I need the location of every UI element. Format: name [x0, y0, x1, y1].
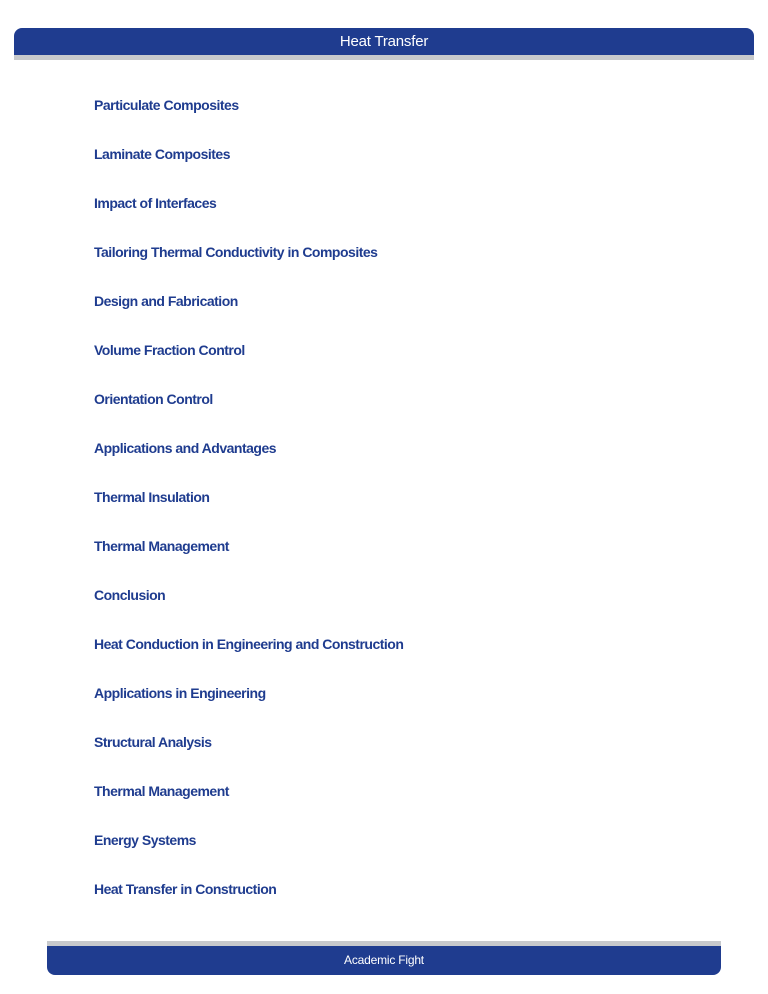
toc-item-structural-analysis[interactable]: Structural Analysis — [94, 734, 212, 750]
toc-item-conclusion[interactable]: Conclusion — [94, 587, 166, 603]
toc-item-thermal-management[interactable]: Thermal Management — [94, 538, 229, 554]
toc-item-heat-transfer-in-construction[interactable]: Heat Transfer in Construction — [94, 881, 277, 897]
toc-item-volume-fraction-control[interactable]: Volume Fraction Control — [94, 342, 245, 358]
table-of-contents — [94, 92, 403, 925]
toc-item-applications-in-engineering[interactable]: Applications in Engineering — [94, 685, 266, 701]
page-footer — [47, 941, 721, 975]
toc-item-design-and-fabrication[interactable]: Design and Fabrication — [94, 293, 238, 309]
toc-item-heat-conduction-engineering-construction[interactable]: Heat Conduction in Engineering and Construction — [94, 636, 404, 652]
toc-item-impact-of-interfaces[interactable]: Impact of Interfaces — [94, 195, 217, 211]
toc-item-particulate-composites[interactable]: Particulate Composites — [94, 97, 239, 113]
toc-item-energy-systems[interactable]: Energy Systems — [94, 832, 196, 848]
header-title: Heat Transfer — [14, 28, 754, 55]
toc-item-orientation-control[interactable]: Orientation Control — [94, 391, 213, 407]
toc-item-tailoring-thermal-conductivity[interactable]: Tailoring Thermal Conductivity in Composites — [94, 244, 378, 260]
toc-item-applications-and-advantages[interactable]: Applications and Advantages — [94, 440, 277, 456]
toc-item-thermal-management-2[interactable]: Thermal Management — [94, 783, 229, 799]
header-divider — [14, 55, 754, 60]
toc-item-laminate-composites[interactable]: Laminate Composites — [94, 146, 230, 162]
footer-text: Academic Fight — [47, 946, 721, 975]
toc-item-thermal-insulation[interactable]: Thermal Insulation — [94, 489, 210, 505]
page-header — [14, 28, 754, 60]
